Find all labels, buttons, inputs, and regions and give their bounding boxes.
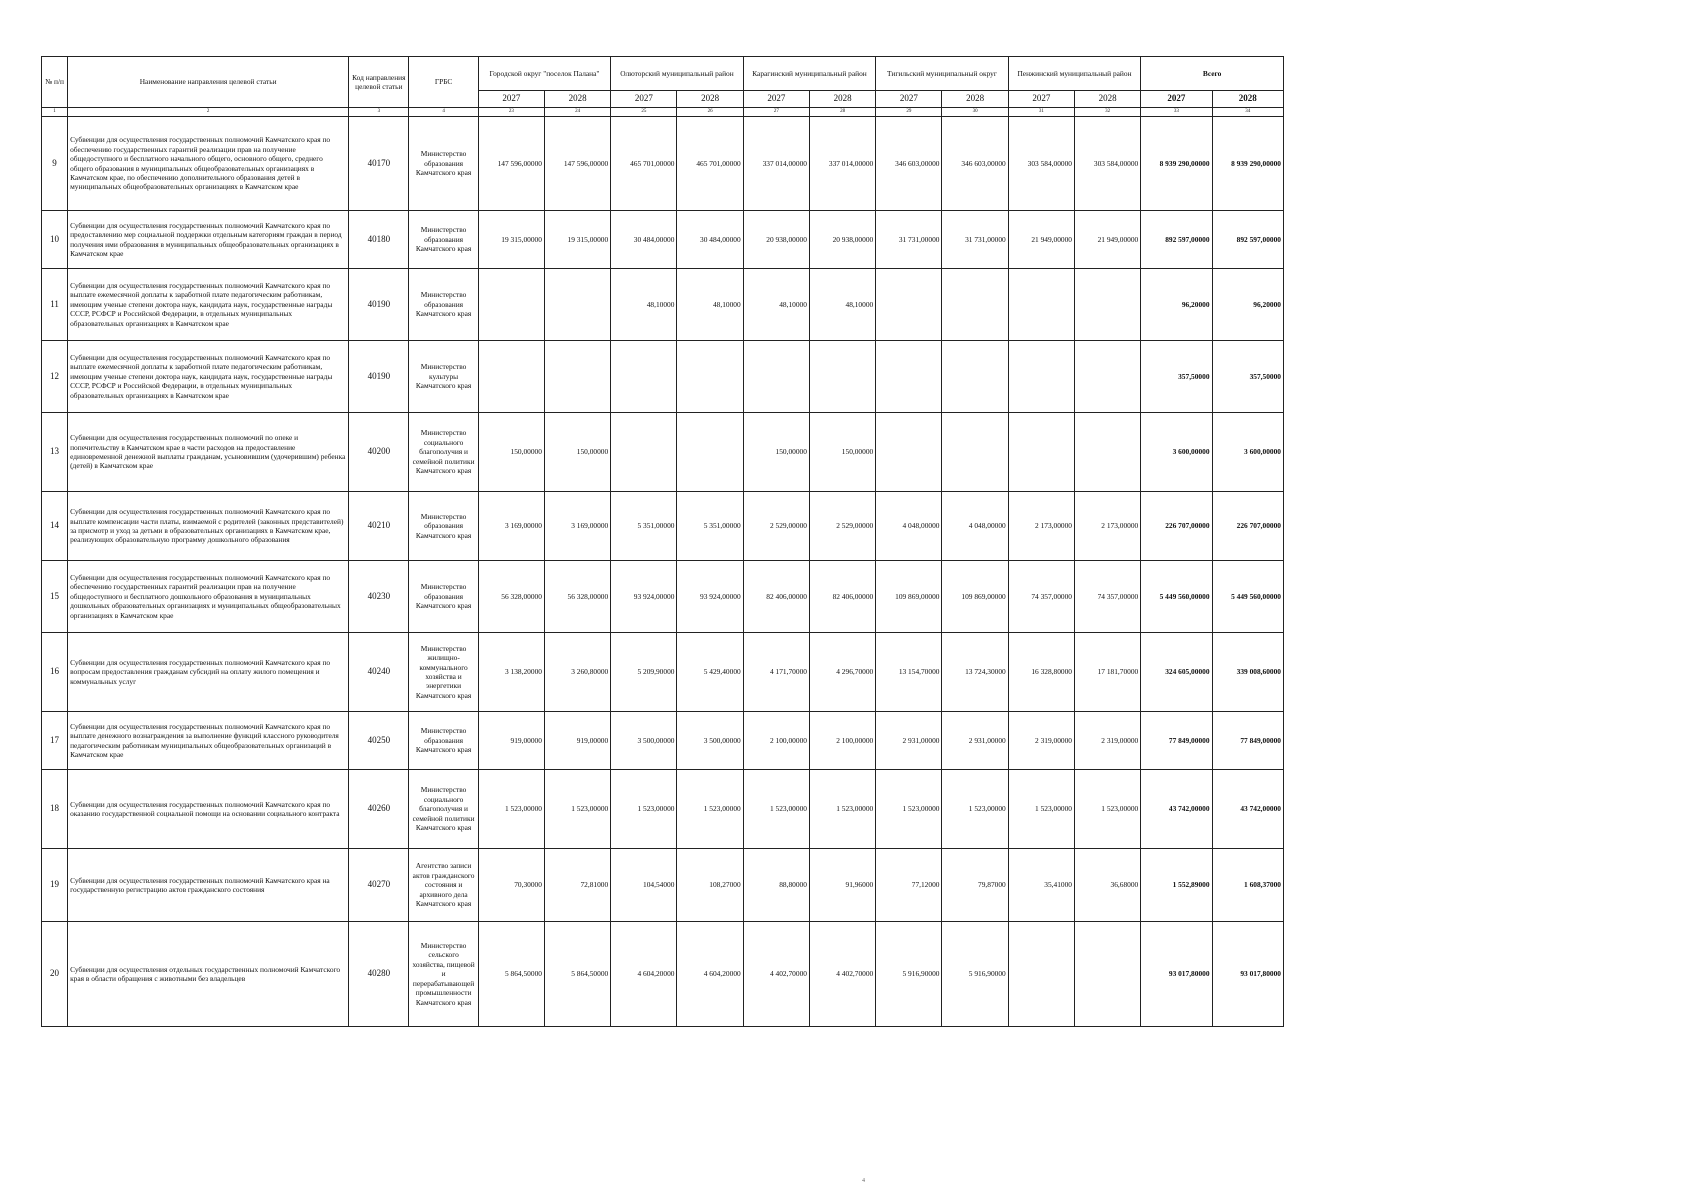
row-number-cell: 18 [42,770,68,849]
amount-cell [1074,341,1140,413]
amount-cell: 2 319,00000 [1008,712,1074,770]
grbs-cell: Министерство социального благополучия и семейной политики Камчатского края [409,413,478,492]
amount-cell: 17 181,70000 [1074,633,1140,712]
header-area-penzhinsky: Пенжинский муниципальный район [1008,57,1141,91]
table-body [42,117,1284,1027]
amount-cell: 1 523,00000 [544,770,610,849]
column-number: 25 [611,108,677,117]
total-value-cell: 1 608,37000 [1212,849,1283,922]
amount-cell [544,269,610,341]
amount-cell: 82 406,00000 [743,561,809,633]
budget-table [41,56,1284,1027]
header-year: 2028 [809,91,875,108]
amount-cell: 465 701,00000 [611,117,677,211]
column-number: 34 [1212,108,1283,117]
header-year: 2027 [478,91,544,108]
direction-code-cell: 40200 [349,413,409,492]
amount-cell: 2 100,00000 [809,712,875,770]
amount-cell: 346 603,00000 [942,117,1008,211]
amount-cell: 91,96000 [809,849,875,922]
amount-cell [876,413,942,492]
amount-cell [809,341,875,413]
amount-cell: 21 949,00000 [1074,211,1140,269]
amount-cell: 93 924,00000 [677,561,743,633]
amount-cell: 19 315,00000 [478,211,544,269]
amount-cell: 1 523,00000 [1008,770,1074,849]
amount-cell: 93 924,00000 [611,561,677,633]
amount-cell: 5 429,40000 [677,633,743,712]
amount-cell [1074,413,1140,492]
direction-code-cell: 40180 [349,211,409,269]
column-number: 29 [876,108,942,117]
amount-cell [1008,922,1074,1027]
header-direction-name: Наименование направления целевой статьи [68,57,349,108]
header-area-palana: Городской округ "поселок Палана" [478,57,611,91]
amount-cell [677,341,743,413]
amount-cell: 1 523,00000 [677,770,743,849]
column-number: 4 [409,108,478,117]
amount-cell: 1 523,00000 [1074,770,1140,849]
amount-cell: 147 596,00000 [544,117,610,211]
amount-cell: 3 500,00000 [677,712,743,770]
amount-cell: 36,68000 [1074,849,1140,922]
direction-code-cell: 40260 [349,770,409,849]
header-year: 2028 [1074,91,1140,108]
column-number: 30 [942,108,1008,117]
amount-cell: 2 100,00000 [743,712,809,770]
amount-cell: 346 603,00000 [876,117,942,211]
row-number-cell: 10 [42,211,68,269]
total-value-cell: 3 600,00000 [1212,413,1283,492]
amount-cell: 150,00000 [478,413,544,492]
amount-cell [876,341,942,413]
grbs-cell: Министерство образования Камчатского края [409,117,478,211]
amount-cell: 150,00000 [809,413,875,492]
amount-cell: 4 171,70000 [743,633,809,712]
table-row [42,712,1284,770]
amount-cell: 31 731,00000 [876,211,942,269]
amount-cell: 48,10000 [677,269,743,341]
amount-cell: 1 523,00000 [809,770,875,849]
amount-cell: 5 916,90000 [876,922,942,1027]
direction-name-cell: Субвенции для осуществления государственных полномочий Камчатского края по выплате компенсации части платы, взимаемой с родителей (законных представителей) за присмотр и уход за детьми в образовательных организациях в Камчатском крае, реализующих образовательную программу дошкольного образования [68,492,349,561]
amount-cell: 5 209,90000 [611,633,677,712]
amount-cell: 3 260,80000 [544,633,610,712]
amount-cell [1074,269,1140,341]
amount-cell: 48,10000 [809,269,875,341]
amount-cell: 21 949,00000 [1008,211,1074,269]
amount-cell: 150,00000 [743,413,809,492]
total-value-cell: 226 707,00000 [1141,492,1212,561]
column-number: 27 [743,108,809,117]
direction-name-cell: Субвенции для осуществления государственных полномочий Камчатского края по выплате ежемесячной доплаты к заработной плате педагогическим работникам, имеющим ученые степени доктора наук, кандидата наук, государственные награды СССР, РСФСР и Российской Федерации, в отдельных муниципальных образовательных организациях в Камчатском крае [68,341,349,413]
column-number: 33 [1141,108,1212,117]
grbs-cell: Министерство культуры Камчатского края [409,341,478,413]
amount-cell: 3 169,00000 [544,492,610,561]
amount-cell: 74 357,00000 [1008,561,1074,633]
row-number-cell: 15 [42,561,68,633]
header-grbs: ГРБС [409,57,478,108]
direction-name-cell: Субвенции для осуществления государственных полномочий Камчатского края по оказанию государственной социальной помощи на основании социального контракта [68,770,349,849]
total-value-cell: 3 600,00000 [1141,413,1212,492]
header-total: Всего [1141,57,1284,91]
amount-cell: 4 048,00000 [876,492,942,561]
row-number-cell: 16 [42,633,68,712]
amount-cell: 109 869,00000 [942,561,1008,633]
amount-cell: 72,81000 [544,849,610,922]
header-area-olyutorsky: Олюторский муниципальный район [611,57,744,91]
total-value-cell: 5 449 560,00000 [1141,561,1212,633]
amount-cell: 104,54000 [611,849,677,922]
amount-cell [876,269,942,341]
amount-cell: 303 584,00000 [1008,117,1074,211]
table-row [42,211,1284,269]
row-number-cell: 12 [42,341,68,413]
amount-cell: 20 938,00000 [743,211,809,269]
amount-cell: 4 604,20000 [611,922,677,1027]
direction-code-cell: 40230 [349,561,409,633]
direction-code-cell: 40170 [349,117,409,211]
amount-cell [942,269,1008,341]
amount-cell: 1 523,00000 [942,770,1008,849]
amount-cell: 5 351,00000 [611,492,677,561]
header-area-karaginsky: Карагинский муниципальный район [743,57,876,91]
amount-cell: 150,00000 [544,413,610,492]
grbs-cell: Министерство образования Камчатского края [409,712,478,770]
header-total-year: 2028 [1212,91,1283,108]
amount-cell: 1 523,00000 [478,770,544,849]
total-value-cell: 357,50000 [1141,341,1212,413]
total-value-cell: 8 939 290,00000 [1141,117,1212,211]
amount-cell [942,341,1008,413]
amount-cell: 3 169,00000 [478,492,544,561]
amount-cell: 48,10000 [611,269,677,341]
direction-code-cell: 40270 [349,849,409,922]
header-year: 2028 [677,91,743,108]
amount-cell: 82 406,00000 [809,561,875,633]
total-value-cell: 93 017,80000 [1212,922,1283,1027]
column-number: 2 [68,108,349,117]
amount-cell: 4 402,70000 [743,922,809,1027]
header-year: 2027 [1008,91,1074,108]
amount-cell: 70,30000 [478,849,544,922]
amount-cell [478,269,544,341]
table-row [42,269,1284,341]
amount-cell: 30 484,00000 [611,211,677,269]
table-row [42,922,1284,1027]
amount-cell: 4 402,70000 [809,922,875,1027]
amount-cell: 2 173,00000 [1008,492,1074,561]
total-value-cell: 339 008,60000 [1212,633,1283,712]
amount-cell: 3 500,00000 [611,712,677,770]
column-number: 31 [1008,108,1074,117]
amount-cell: 13 154,70000 [876,633,942,712]
header-row-number: № п/п [42,57,68,108]
grbs-cell: Министерство образования Камчатского края [409,561,478,633]
amount-cell [611,341,677,413]
amount-cell: 5 916,90000 [942,922,1008,1027]
amount-cell: 77,12000 [876,849,942,922]
direction-code-cell: 40240 [349,633,409,712]
total-value-cell: 77 849,00000 [1212,712,1283,770]
amount-cell: 109 869,00000 [876,561,942,633]
amount-cell: 108,27000 [677,849,743,922]
total-value-cell: 892 597,00000 [1212,211,1283,269]
table-row [42,770,1284,849]
column-number: 1 [42,108,68,117]
direction-code-cell: 40280 [349,922,409,1027]
total-value-cell: 96,20000 [1212,269,1283,341]
column-number: 3 [349,108,409,117]
column-number: 32 [1074,108,1140,117]
direction-name-cell: Субвенции для осуществления государственных полномочий Камчатского края по выплате ежемесячной доплаты к заработной плате педагогическим работникам, имеющим ученые степени доктора наук, кандидата наук, государственные награды СССР, РСФСР и Российской Федерации, в отдельных муниципальных образовательных организациях в Камчатском крае [68,269,349,341]
amount-cell: 147 596,00000 [478,117,544,211]
header-year: 2027 [743,91,809,108]
grbs-cell: Министерство образования Камчатского края [409,211,478,269]
amount-cell: 4 048,00000 [942,492,1008,561]
grbs-cell: Агентство записи актов гражданского состояния и архивного дела Камчатского края [409,849,478,922]
total-value-cell: 96,20000 [1141,269,1212,341]
amount-cell: 79,87000 [942,849,1008,922]
amount-cell: 4 296,70000 [809,633,875,712]
amount-cell [544,341,610,413]
header-direction-code: Код направления целевой статьи [349,57,409,108]
row-number-cell: 14 [42,492,68,561]
column-number: 28 [809,108,875,117]
grbs-cell: Министерство сельского хозяйства, пищевой и перерабатывающей промышленности Камчатского края [409,922,478,1027]
header-total-year: 2027 [1141,91,1212,108]
direction-name-cell: Субвенции для осуществления государственных полномочий Камчатского края на государственную регистрацию актов гражданского состояния [68,849,349,922]
amount-cell: 74 357,00000 [1074,561,1140,633]
amount-cell [1008,413,1074,492]
amount-cell: 919,00000 [544,712,610,770]
table-row [42,117,1284,211]
direction-code-cell: 40210 [349,492,409,561]
total-value-cell: 226 707,00000 [1212,492,1283,561]
amount-cell: 35,41000 [1008,849,1074,922]
row-number-cell: 13 [42,413,68,492]
grbs-cell: Министерство жилищно-коммунального хозяйства и энергетики Камчатского края [409,633,478,712]
amount-cell [1008,341,1074,413]
direction-code-cell: 40190 [349,269,409,341]
amount-cell: 16 328,80000 [1008,633,1074,712]
row-number-cell: 17 [42,712,68,770]
grbs-cell: Министерство образования Камчатского края [409,269,478,341]
table-row [42,341,1284,413]
amount-cell: 1 523,00000 [876,770,942,849]
table-row [42,492,1284,561]
amount-cell [743,341,809,413]
column-number: 23 [478,108,544,117]
row-number-cell: 20 [42,922,68,1027]
direction-name-cell: Субвенции для осуществления государственных полномочий Камчатского края по обеспечению государственных гарантий реализации прав на получение общедоступного и бесплатного дошкольного образования в муниципальных дошкольных образовательных организациях и муниципальных общеобразовательных организациях в Камчатском крае [68,561,349,633]
table-row [42,561,1284,633]
amount-cell [611,413,677,492]
amount-cell: 56 328,00000 [544,561,610,633]
amount-cell [1008,269,1074,341]
amount-cell [478,341,544,413]
header-year: 2027 [611,91,677,108]
direction-code-cell: 40250 [349,712,409,770]
grbs-cell: Министерство социального благополучия и семейной политики Камчатского края [409,770,478,849]
amount-cell: 2 931,00000 [942,712,1008,770]
amount-cell: 337 014,00000 [743,117,809,211]
header-year: 2027 [876,91,942,108]
direction-name-cell: Субвенции для осуществления государственных полномочий по опеке и попечительству в Камчатском крае в части расходов на предоставление единовременной денежной выплаты гражданам, усыновившим (удочерившим) ребенка (детей) в Камчатском крае [68,413,349,492]
column-number: 26 [677,108,743,117]
amount-cell: 20 938,00000 [809,211,875,269]
amount-cell: 13 724,30000 [942,633,1008,712]
table-row [42,413,1284,492]
amount-cell [1074,922,1140,1027]
total-value-cell: 43 742,00000 [1212,770,1283,849]
table-row [42,849,1284,922]
total-value-cell: 324 605,00000 [1141,633,1212,712]
amount-cell: 303 584,00000 [1074,117,1140,211]
header-column-numbers-row [42,108,1284,117]
header-area-tigilsky: Тигильский муниципальный округ [876,57,1009,91]
amount-cell: 19 315,00000 [544,211,610,269]
total-value-cell: 8 939 290,00000 [1212,117,1283,211]
amount-cell [942,413,1008,492]
total-value-cell: 77 849,00000 [1141,712,1212,770]
total-value-cell: 93 017,80000 [1141,922,1212,1027]
direction-name-cell: Субвенции для осуществления отдельных государственных полномочий Камчатского края в области обращения с животными без владельцев [68,922,349,1027]
amount-cell: 1 523,00000 [611,770,677,849]
amount-cell: 919,00000 [478,712,544,770]
column-number: 24 [544,108,610,117]
header-year: 2028 [942,91,1008,108]
direction-name-cell: Субвенции для осуществления государственных полномочий Камчатского края по обеспечению государственных гарантий реализации прав на получение общедоступного и бесплатного начального общего, основного общего, среднего общего образования в муниципальных общеобразовательных организациях в Камчатском крае, по обеспечению дополнительного образования детей в муниципальных общеобразовательных организациях в Камчатском крае [68,117,349,211]
amount-cell: 2 931,00000 [876,712,942,770]
amount-cell: 48,10000 [743,269,809,341]
table-header [42,57,1284,117]
direction-name-cell: Субвенции для осуществления государственных полномочий Камчатского края по выплате денежного вознаграждения за выполнение функций классного руководителя педагогическим работникам муниципальных общеобразовательных организаций в Камчатском крае [68,712,349,770]
row-number-cell: 11 [42,269,68,341]
amount-cell: 5 351,00000 [677,492,743,561]
page-number: 4 [862,1178,865,1184]
total-value-cell: 357,50000 [1212,341,1283,413]
amount-cell: 3 138,20000 [478,633,544,712]
total-value-cell: 892 597,00000 [1141,211,1212,269]
amount-cell: 1 523,00000 [743,770,809,849]
grbs-cell: Министерство образования Камчатского края [409,492,478,561]
row-number-cell: 9 [42,117,68,211]
table-row [42,633,1284,712]
amount-cell: 56 328,00000 [478,561,544,633]
amount-cell: 88,80000 [743,849,809,922]
total-value-cell: 1 552,89000 [1141,849,1212,922]
amount-cell [677,413,743,492]
amount-cell: 5 864,50000 [478,922,544,1027]
total-value-cell: 43 742,00000 [1141,770,1212,849]
budget-table-sheet [41,56,1284,1027]
direction-name-cell: Субвенции для осуществления государственных полномочий Камчатского края по предоставлению мер социальной поддержки отдельным категориям граждан в период получения ими образования в муниципальных общеобразовательных организациях в Камчатском крае [68,211,349,269]
amount-cell: 337 014,00000 [809,117,875,211]
amount-cell: 5 864,50000 [544,922,610,1027]
amount-cell: 31 731,00000 [942,211,1008,269]
amount-cell: 465 701,00000 [677,117,743,211]
amount-cell: 2 173,00000 [1074,492,1140,561]
header-year: 2028 [544,91,610,108]
total-value-cell: 5 449 560,00000 [1212,561,1283,633]
amount-cell: 2 319,00000 [1074,712,1140,770]
row-number-cell: 19 [42,849,68,922]
amount-cell: 2 529,00000 [743,492,809,561]
amount-cell: 30 484,00000 [677,211,743,269]
amount-cell: 4 604,20000 [677,922,743,1027]
amount-cell: 2 529,00000 [809,492,875,561]
direction-code-cell: 40190 [349,341,409,413]
direction-name-cell: Субвенции для осуществления государственных полномочий Камчатского края по вопросам предоставления гражданам субсидий на оплату жилого помещения и коммунальных услуг [68,633,349,712]
